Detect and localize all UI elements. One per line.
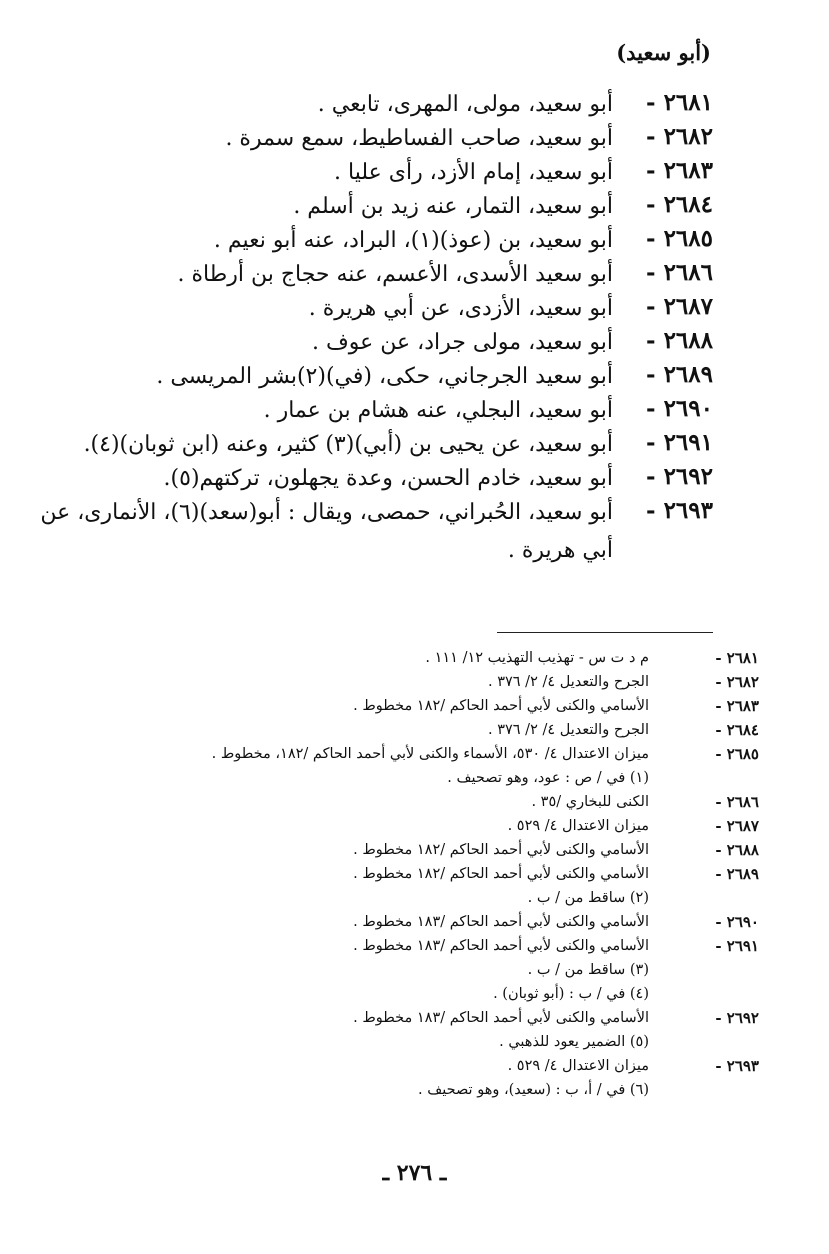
footnote-body: [59, 1054, 649, 1102]
entry-number-wrap: [613, 256, 713, 290]
footnote-row: [59, 1006, 759, 1054]
entry-number-wrap: [613, 494, 713, 528]
entry-dash: -: [646, 191, 664, 218]
footnote-row: [59, 694, 759, 718]
footnote-body: [59, 646, 649, 670]
footnote-row: [59, 838, 759, 862]
entries-list: [13, 86, 713, 570]
entry-text: أبو سعيد، مولى، المهرى، تابعي .: [317, 92, 613, 117]
footnote-text: الجرح والتعديل ٤/ ٢/ ٣٧٦ .: [487, 722, 649, 738]
entry-text: أبو سعيد، الحُبراني، حمصى، ويقال : أبو(سعد)(٦)، الأنمارى، عن أبي هريرة .: [40, 500, 613, 563]
footnote-row: [59, 934, 759, 1006]
entry-number-wrap: [613, 86, 713, 120]
entry-dash: -: [646, 463, 664, 490]
entry-text: أبو سعيد، عن يحيى بن (أبي)(٣) كثير، وعنه (ابن ثوبان)(٤).: [83, 432, 613, 457]
entry-number: ٢٦٨٣: [663, 157, 713, 184]
footnote-number: ٢٦٨٤ -: [715, 721, 759, 739]
entry-row: [13, 358, 713, 392]
footnote-body: [59, 862, 649, 910]
entry-row: [13, 120, 713, 154]
entry-number-wrap: [613, 426, 713, 460]
entry-number-wrap: [613, 188, 713, 222]
entry-dash: -: [646, 157, 664, 184]
entry-dash: -: [646, 361, 664, 388]
entry-number: ٢٦٨٢: [663, 123, 713, 150]
footnote-divider: [497, 632, 713, 633]
footnote-body: [59, 742, 649, 790]
entry-text: أبو سعيد، البجلي، عنه هشام بن عمار .: [263, 398, 613, 423]
footnote-number: ٢٦٨٩ -: [715, 865, 759, 883]
footnote-body: [59, 718, 649, 742]
footnote-row: [59, 814, 759, 838]
footnote-subnote: (٤) في / ب : (أبو ثوبان) .: [493, 986, 649, 1002]
footnote-text: الكنى للبخاري /٣٥ .: [531, 794, 649, 810]
footnote-text: ميزان الاعتدال ٤/ ٥٢٩ .: [507, 818, 649, 834]
footnote-row: [59, 862, 759, 910]
entry-row: [13, 154, 713, 188]
entry-dash: -: [646, 225, 664, 252]
entry-row: [13, 86, 713, 120]
entry-dash: -: [646, 327, 664, 354]
footnote-body: [59, 670, 649, 694]
footnote-row: [59, 790, 759, 814]
entry-number-wrap: [613, 154, 713, 188]
entry-number: ٢٦٨٩: [663, 361, 713, 388]
entry-text: أبو سعيد، الأزدى، عن أبي هريرة .: [308, 296, 613, 321]
entry-text: أبو سعيد، خادم الحسن، وعدة يجهلون، تركتهم(٥).: [163, 466, 613, 491]
footnote-subnote: (١) في / ص : عود، وهو تصحيف .: [447, 770, 649, 786]
page-header: (أبو سعيد): [616, 40, 711, 65]
footnote-row: [59, 646, 759, 670]
entry-number: ٢٦٨٤: [663, 191, 713, 218]
entry-number: ٢٦٩١: [663, 429, 713, 456]
entry-row: [13, 290, 713, 324]
entry-row: [13, 188, 713, 222]
entry-dash: -: [646, 429, 664, 456]
entry-number-wrap: [613, 324, 713, 358]
footnote-number: ٢٦٨٣ -: [715, 697, 759, 715]
entry-number: ٢٦٨٧: [663, 293, 713, 320]
entry-dash: -: [646, 497, 664, 524]
entry-number-wrap: [613, 222, 713, 256]
entry-text: أبو سعيد، إمام الأزد، رأى عليا .: [334, 160, 613, 185]
entry-row: [13, 460, 713, 494]
entry-text: أبو سعيد، صاحب الفساطيط، سمع سمرة .: [225, 126, 613, 151]
footnote-number: ٢٦٩٣ -: [715, 1057, 759, 1075]
footnotes-list: [59, 646, 759, 1102]
footnote-body: [59, 1006, 649, 1054]
footnote-text: ميزان الاعتدال ٤/ ٥٣٠، الأسماء والكنى لأبي أحمد الحاكم /١٨٢، مخطوط .: [211, 746, 649, 762]
entry-number: ٢٦٩٠: [663, 395, 713, 422]
footnote-row: [59, 910, 759, 934]
entry-dash: -: [646, 395, 664, 422]
footnote-number: ٢٦٨٨ -: [715, 841, 759, 859]
entry-number-wrap: [613, 120, 713, 154]
footnote-text: الأسامي والكنى لأبي أحمد الحاكم /١٨٢ مخطوط .: [353, 866, 649, 882]
entry-dash: -: [646, 89, 664, 116]
footnote-text: الأسامي والكنى لأبي أحمد الحاكم /١٨٣ مخطوط .: [353, 914, 649, 930]
footnote-row: [59, 742, 759, 790]
footnote-body: [59, 814, 649, 838]
footnote-number: ٢٦٨٧ -: [715, 817, 759, 835]
footnote-text: الجرح والتعديل ٤/ ٢/ ٣٧٦ .: [487, 674, 649, 690]
footnote-row: [59, 670, 759, 694]
footnote-number: ٢٦٨١ -: [715, 649, 759, 667]
footnote-number: ٢٦٨٦ -: [715, 793, 759, 811]
entry-number: ٢٦٨٨: [663, 327, 713, 354]
footnote-text: الأسامي والكنى لأبي أحمد الحاكم /١٨٢ مخطوط .: [353, 842, 649, 858]
footnote-body: [59, 694, 649, 718]
footnote-row: [59, 718, 759, 742]
entry-number: ٢٦٩٢: [663, 463, 713, 490]
footnote-text: م د ت س - تهذيب التهذيب ١٢/ ١١١ .: [425, 650, 649, 666]
entry-text: أبو سعيد الأسدى، الأعسم، عنه حجاج بن أرطاة .: [177, 262, 613, 287]
footnote-number: ٢٦٨٥ -: [715, 745, 759, 763]
entry-number: ٢٦٨٦: [663, 259, 713, 286]
entry-number: ٢٦٩٣: [663, 497, 713, 524]
entry-row: [13, 324, 713, 358]
footnote-number: ٢٦٩١ -: [715, 937, 759, 955]
entry-text: أبو سعيد، التمار، عنه زيد بن أسلم .: [293, 194, 613, 219]
footnote-body: [59, 934, 649, 1006]
footnote-number: ٢٦٨٢ -: [715, 673, 759, 691]
footnote-row: [59, 1054, 759, 1102]
entry-number-wrap: [613, 392, 713, 426]
entry-number: ٢٦٨٥: [663, 225, 713, 252]
entry-dash: -: [646, 259, 664, 286]
footnote-text: الأسامي والكنى لأبي أحمد الحاكم /١٨٣ مخطوط .: [353, 1010, 649, 1026]
entry-number-wrap: [613, 358, 713, 392]
footnote-subnote: (٥) الضمير يعود للذهبي .: [499, 1034, 649, 1050]
entry-number-wrap: [613, 290, 713, 324]
entry-row: [13, 222, 713, 256]
entry-text: أبو سعيد الجرجاني، حكى، (في)(٢)بشر المريسى .: [156, 364, 613, 389]
footnote-body: [59, 790, 649, 814]
footnote-subnote: (٢) ساقط من / ب .: [527, 890, 649, 906]
entry-row: [13, 392, 713, 426]
footnote-text: الأسامي والكنى لأبي أحمد الحاكم /١٨٣ مخطوط .: [353, 938, 649, 954]
footnote-number: ٢٦٩٠ -: [715, 913, 759, 931]
footnote-subnote: (٣) ساقط من / ب .: [527, 962, 649, 978]
footnote-subnote: (٦) في / أ، ب : (سعيد)، وهو تصحيف .: [418, 1082, 649, 1098]
entry-number: ٢٦٨١: [663, 89, 713, 116]
entry-dash: -: [646, 293, 664, 320]
footnote-text: الأسامي والكنى لأبي أحمد الحاكم /١٨٢ مخطوط .: [353, 698, 649, 714]
entry-dash: -: [646, 123, 664, 150]
footnote-text: ميزان الاعتدال ٤/ ٥٢٩ .: [507, 1058, 649, 1074]
entry-row: [13, 256, 713, 290]
footnote-number: ٢٦٩٢ -: [715, 1009, 759, 1027]
entry-text: أبو سعيد، بن (عوذ)(١)، البراد، عنه أبو نعيم .: [213, 228, 613, 253]
footnote-body: [59, 838, 649, 862]
footnote-body: [59, 910, 649, 934]
entry-number-wrap: [613, 460, 713, 494]
entry-row: [13, 426, 713, 460]
page-number: ـ ٢٧٦ ـ: [382, 1160, 447, 1186]
entry-text: أبو سعيد، مولى جراد، عن عوف .: [312, 330, 613, 355]
entry-row: [13, 494, 713, 570]
